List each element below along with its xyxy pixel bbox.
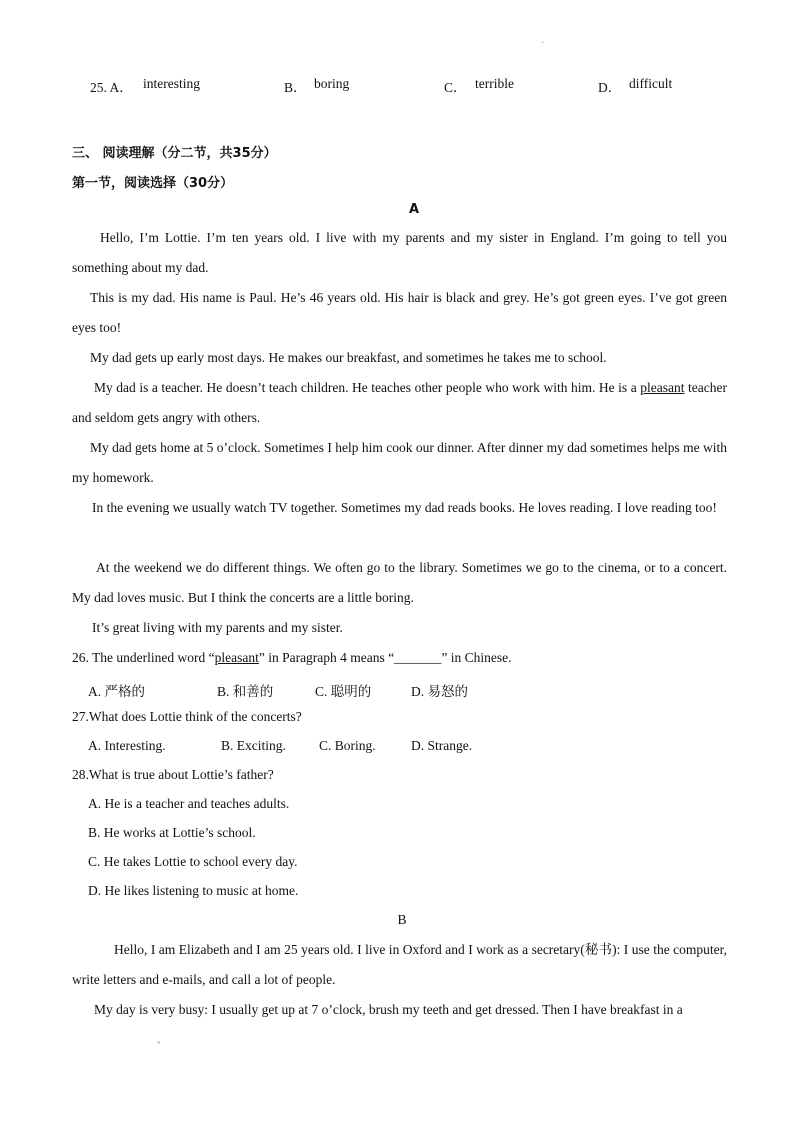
passage-b-paragraph-1 bbox=[72, 935, 727, 995]
passage-a-paragraph-5 bbox=[72, 433, 727, 493]
passage-a-paragraph-1 bbox=[72, 223, 727, 283]
q26-option-b: B. 和善的 bbox=[217, 684, 274, 699]
passage-a-paragraph-8 bbox=[72, 613, 727, 643]
passage-a-p2-text: This is my dad. His name is Paul. He’s 46 years old. His hair is black and grey. He’s got green eyes. I’ve got green eyes too! bbox=[72, 290, 727, 335]
passage-b-label: B bbox=[397, 912, 407, 927]
q27-option-b: B. Exciting. bbox=[221, 738, 286, 753]
passage-a-p4-after: teacher and seldom gets angry with others. bbox=[72, 380, 728, 425]
q25-option-c: terrible bbox=[475, 76, 514, 91]
q26-option-d: D. 易怒的 bbox=[411, 684, 468, 699]
passage-a-p6-text: In the evening we usually watch TV together. Sometimes my dad reads books. He loves reading. I love reading too! bbox=[92, 500, 717, 515]
passage-a-p1-text: Hello, I’m Lottie. I’m ten years old. I live with my parents and my sister in England. I’m going to tell you something about my dad. bbox=[72, 230, 727, 275]
q25-option-a: interesting bbox=[143, 76, 200, 91]
passage-b-paragraph-2 bbox=[72, 995, 727, 1025]
passage-a-p3-text: My dad gets up early most days. He makes our breakfast, and sometimes he takes me to school. bbox=[90, 350, 607, 365]
passage-a-paragraph-3 bbox=[72, 343, 727, 373]
q28-option-c: C. He takes Lottie to school every day. bbox=[88, 854, 298, 869]
header-mark: ' bbox=[542, 40, 544, 50]
q28-option-d: D. He likes listening to music at home. bbox=[88, 883, 299, 898]
q27-option-d: D. Strange. bbox=[411, 738, 473, 753]
q25-label-b: B． bbox=[284, 80, 307, 95]
q27-option-c: C. Boring. bbox=[319, 738, 376, 753]
passage-a-paragraph-4 bbox=[72, 373, 727, 433]
q25-option-d: difficult bbox=[629, 76, 673, 91]
q26-option-c: C. 聪明的 bbox=[315, 684, 372, 699]
question-27-stem: 27.What does Lottie think of the concerts? bbox=[72, 709, 302, 724]
section-title: 三、 阅读理解（分二节，共35分） bbox=[72, 146, 277, 161]
passage-b-p2-text: My day is very busy: I usually get up at 7 o’clock, brush my teeth and get dressed. Then I have breakfast in a bbox=[94, 1002, 683, 1017]
passage-a-paragraph-7 bbox=[72, 553, 727, 613]
question-28-stem: 28.What is true about Lottie’s father? bbox=[72, 767, 274, 782]
question-26-stem bbox=[72, 650, 512, 666]
q26-stem-before: 26. The underlined word “ bbox=[72, 650, 215, 665]
section-part1-title: 第一节，阅读选择（30分） bbox=[72, 176, 234, 191]
q27-option-a: A. Interesting. bbox=[88, 738, 166, 753]
passage-b-p1-text: Hello, I am Elizabeth and I am 25 years old. I live in Oxford and I work as a secretary(秘书): I use the computer, write letters and e-mails, and call a lot of people. bbox=[72, 942, 727, 987]
q26-option-a: A. 严格的 bbox=[88, 684, 145, 699]
passage-a-p4-underlined-word: pleasant bbox=[640, 380, 685, 395]
q25-label-c: C． bbox=[444, 80, 467, 95]
passage-a-p7-text: At the weekend we do different things. We often go to the library. Sometimes we go to the cinema, or to a concert. My dad loves music. But I think the concerts are a little boring. bbox=[72, 560, 727, 605]
q26-stem-word: pleasant bbox=[214, 650, 259, 665]
passage-a-label: A bbox=[408, 202, 420, 217]
q25-option-b: boring bbox=[314, 76, 350, 91]
passage-a-p5-text: My dad gets home at 5 o’clock. Sometimes I help him cook our dinner. After dinner my dad sometimes helps me with my homework. bbox=[72, 440, 728, 485]
q26-stem-after: ” in Paragraph 4 means “_______” in Chinese. bbox=[258, 650, 512, 665]
passage-a-paragraph-2 bbox=[72, 283, 727, 343]
passage-a-paragraph-6 bbox=[72, 493, 727, 523]
q25-label-d: D． bbox=[598, 80, 622, 95]
passage-a-p4-before: My dad is a teacher. He doesn’t teach children. He teaches other people who work with him. He is a bbox=[94, 380, 641, 395]
q25-number: 25. A． bbox=[90, 80, 133, 95]
q28-option-a: A. He is a teacher and teaches adults. bbox=[88, 796, 290, 811]
footer-mark: " bbox=[157, 1040, 161, 1050]
passage-a-p8-text: It’s great living with my parents and my sister. bbox=[92, 620, 343, 635]
q28-option-b: B. He works at Lottie’s school. bbox=[88, 825, 256, 840]
